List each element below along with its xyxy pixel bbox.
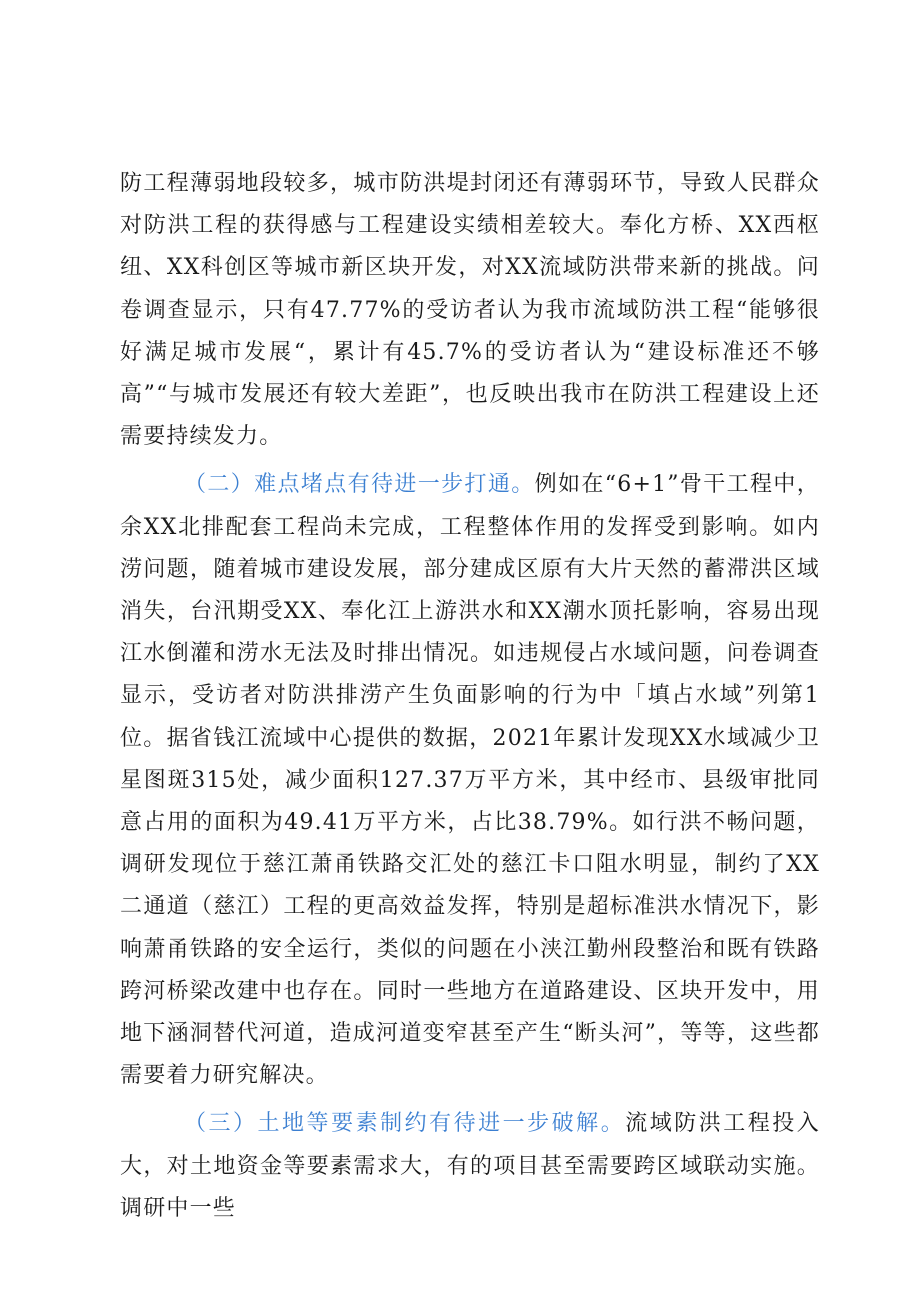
document-body (120, 163, 820, 1230)
paragraph-text: 流域防洪工程投入大，对土地资金等要素需求大，有的项目甚至需要跨区域联动实施。调研中一些 (120, 1111, 820, 1221)
section-heading-2: （二）难点堵点有待进一步打通。 (184, 472, 535, 498)
paragraph-section-2 (120, 464, 820, 1097)
paragraph-section-3 (120, 1103, 820, 1230)
paragraph-continuation (120, 163, 820, 458)
section-heading-3: （三）土地等要素制约有待进一步破解。 (184, 1111, 626, 1137)
paragraph-text: 例如在“6+1”骨干工程中，余XX北排配套工程尚未完成，工程整体作用的发挥受到影响。如内涝问题，随着城市建设发展，部分建成区原有大片天然的蓄滞洪区域消失，台汛期受XX、奉化江上游洪水和XX潮水顶托影响，容易出现江水倒灌和涝水无法及时排出情况。如违规侵占水域问题，问卷调查显示，受访者对防洪排涝产生负面影响的行为中「填占水域”列第1位。据省钱江流域中心提供的数据，2021年累计发现XX水域减少卫星图斑315处，减少面积127.37万平方米，其中经市、县级审批同意占用的面积为49.41万平方米，占比38.79%。如行洪不畅问题，调研发现位于慈江萧甬铁路交汇处的慈江卡口阻水明显，制约了XX二通道（慈江）工程的更高效益发挥，特别是超标准洪水情况下，影响萧甬铁路的安全运行，类似的问题在小浃江勤州段整治和既有铁路跨河桥梁改建中也存在。同时一些地方在道路建设、区块开发中，用地下涵洞替代河道，造成河道变窄甚至产生“断头河”，等等，这些都需要着力研究解决。 (120, 472, 820, 1089)
paragraph-text: 防工程薄弱地段较多，城市防洪堤封闭还有薄弱环节，导致人民群众对防洪工程的获得感与工程建设实绩相差较大。奉化方桥、XX西枢纽、XX科创区等城市新区块开发，对XX流域防洪带来新的挑战。问卷调查显示，只有47.77%的受访者认为我市流域防洪工程“能够很好满足城市发展“，累计有45.7%的受访者认为“建设标准还不够高”“与城市发展还有较大差距”，也反映出我市在防洪工程建设上还需要持续发力。 (120, 171, 820, 450)
